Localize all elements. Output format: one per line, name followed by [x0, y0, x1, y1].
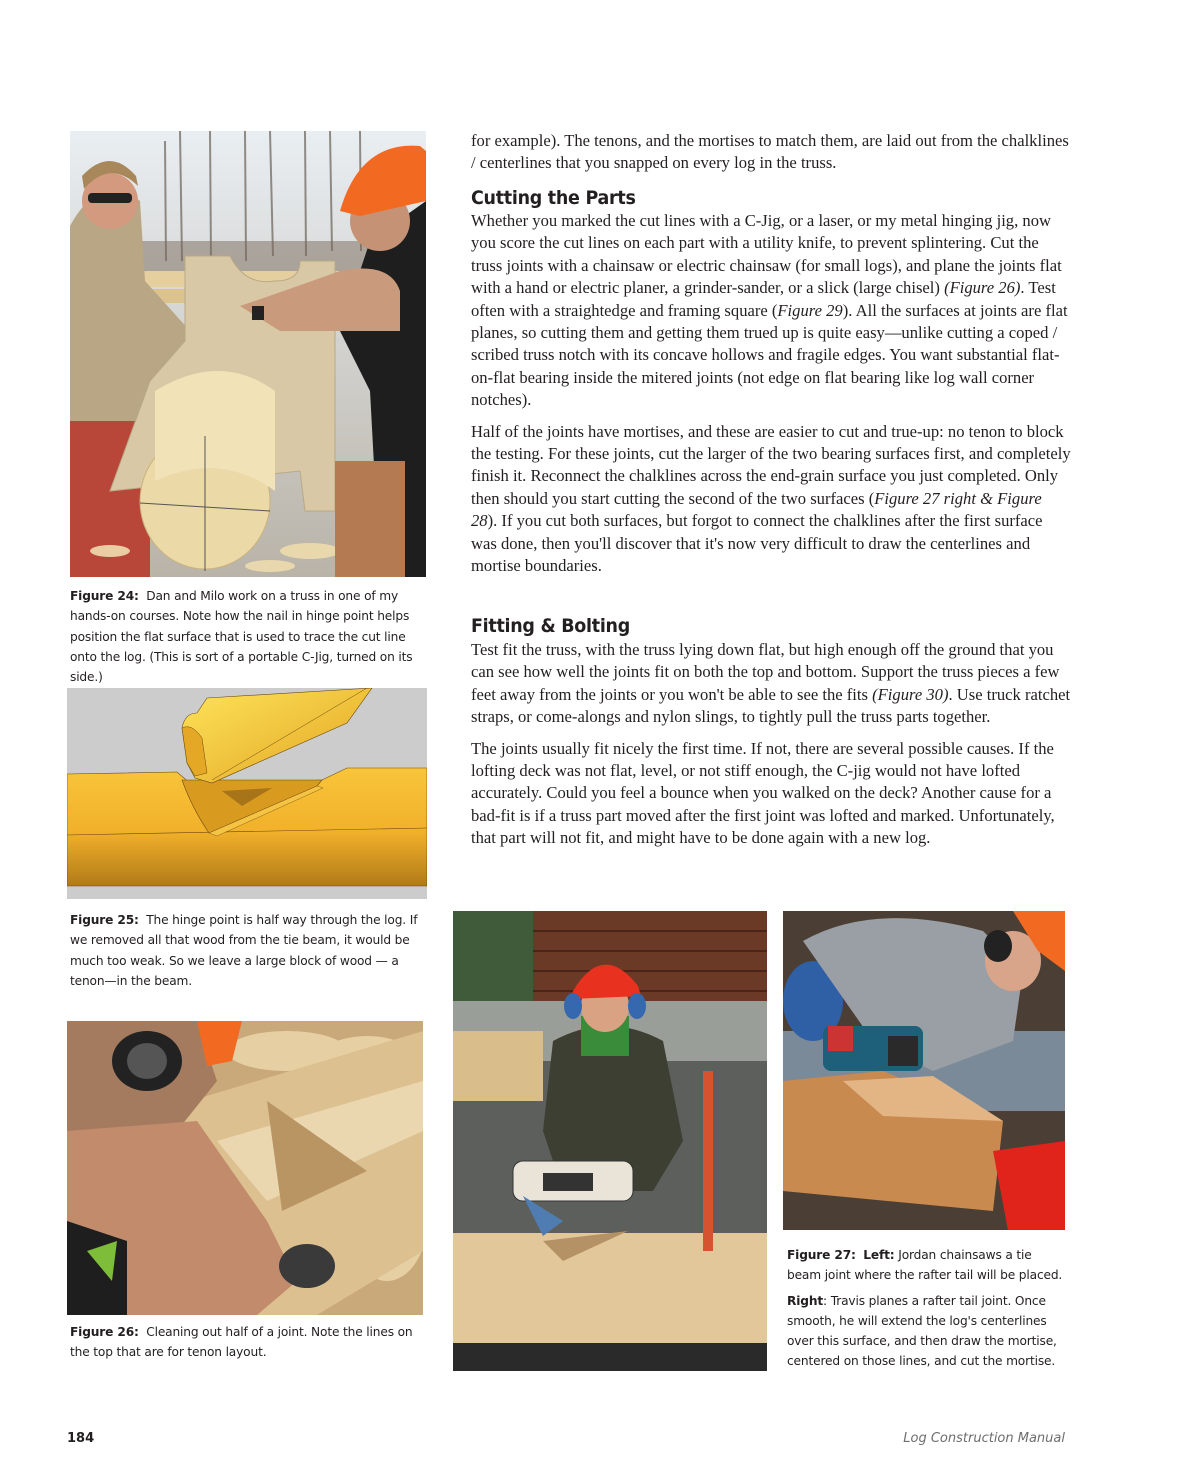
- section-cutting-the-parts: [471, 210, 1071, 578]
- cutting-paragraph-2: [471, 421, 1071, 578]
- figure-30-reference: (Figure 30): [872, 684, 949, 704]
- cutting-p1-text-a: Whether you marked the cut lines with a C-Jig, or a laser, or my metal hinging jig, now you score the cut lines on each part with a utility knife, to prevent splintering. Cut the truss joints with a chainsaw or electric chainsaw (for small logs), and plane the joints flat with a hand or electric planer, a grinder-sander, or a slick (large chisel): [471, 211, 1062, 298]
- figure-25-diagram: [67, 688, 427, 899]
- cutting-p1-text-b: . Test often with a straightedge and framing square (: [471, 278, 1056, 320]
- planer-photo-icon: [783, 911, 1065, 1230]
- fitting-p1-text-b: . Use truck ratchet straps, or come-alongs and nylon slings, to tightly pull the truss parts together.: [471, 684, 1071, 727]
- figure-26-reference: (Figure 26): [944, 278, 1021, 298]
- fitting-paragraph-1: [471, 639, 1071, 729]
- figure-24-label: Figure 24:: [70, 589, 139, 603]
- cutting-p1-text-c: ). All the surfaces at joints are flat planes, so cutting them and getting them trued up is quite easy—unlike cutting a coped / scribed truss notch with its concave hollows and fragile edges. You want substantial flat-on-flat bearing inside the mitered joints (not edge on flat bearing like log wall corner notches).: [471, 300, 1068, 410]
- section-heading-cutting-the-parts: Cutting the Parts: [471, 187, 636, 209]
- figure-25-label: Figure 25:: [70, 913, 139, 927]
- figure-24-caption: [70, 586, 426, 687]
- section-fitting-and-bolting: [471, 639, 1071, 850]
- figure-25-caption: [70, 910, 426, 991]
- figure-27-left-text: Jordan chainsaws a tie beam joint where the rafter tail will be placed.: [787, 1248, 1063, 1283]
- figure-27-caption: [787, 1245, 1067, 1372]
- figure-25-caption-text: The hinge point is half way through the log. If we removed all that wood from the tie beam, it would be much too weak. So we leave a large block of wood — a tenon—in the beam.: [70, 913, 418, 988]
- fitting-p1-text-a: Test fit the truss, with the truss lying down flat, but high enough off the ground that you can see how well the joints fit on both the top and bottom. Support the truss pieces a few feet away from the joints or you won't be able to see the fits: [471, 640, 1060, 704]
- figure-26-label: Figure 26:: [70, 1325, 139, 1339]
- chainsaw-photo-icon: [453, 911, 767, 1371]
- figure-26-photo: [67, 1021, 423, 1315]
- figure-24-caption-text: Dan and Milo work on a truss in one of my hands-on courses. Note how the nail in hinge point helps position the flat surface that is used to trace the cut line onto the log. (This is sort of a portable C-Jig, turned on its side.): [70, 589, 413, 685]
- figure-24-photo: [70, 131, 426, 577]
- intro-paragraph: [471, 130, 1071, 175]
- cutting-p2-text-a: Half of the joints have mortises, and these are easier to cut and true-up: no tenon to block the testing. For these joints, cut the larger of the two bearing surfaces first, and completely finish it. Reconnect the chalklines across the end-grain surface you just completed. Only then should you start cutting the second of the two surfaces (: [471, 421, 1071, 508]
- intro-text: for example). The tenons, and the mortises to match them, are laid out from the chalklines / centerlines that you snapped on every log in the truss.: [471, 131, 1069, 173]
- figure-26-caption-text: Cleaning out half of a joint. Note the lines on the top that are for tenon layout.: [70, 1325, 413, 1360]
- figure-27-right-label: Right: [787, 1293, 824, 1308]
- figure-27-right-text: : Travis planes a rafter tail joint. Once smooth, he will extend the log's centerlines over this surface, and then draw the mortise, centered on those lines, and cut the mortise.: [787, 1293, 1057, 1369]
- cutting-paragraph-1: [471, 210, 1071, 412]
- figure-29-reference: Figure 29: [777, 300, 843, 320]
- log-tenon-diagram-icon: [67, 688, 427, 899]
- section-heading-fitting-and-bolting: Fitting & Bolting: [471, 615, 630, 637]
- running-head: Log Construction Manual: [903, 1431, 1065, 1446]
- figure-27-caption-left: [787, 1245, 1067, 1286]
- figure-27-right-photo: [783, 911, 1065, 1230]
- figure-27-caption-right: [787, 1291, 1067, 1372]
- joint-cleaning-photo-icon: [67, 1021, 423, 1315]
- figure-26-caption: [70, 1322, 426, 1363]
- fitting-paragraph-2: The joints usually fit nicely the first time. If not, there are several possible causes. If the lofting deck was not flat, level, or not stiff enough, the C-jig would not have lofted accurately. Could you feel a bounce when you walked on the deck? Another cause for a bad-fit is if a truss part moved after the first joint was lofted and marked. Unfortunately, that part will not fit, and might have to be done again with a new log.: [471, 738, 1055, 848]
- figure-27-left-photo: [453, 911, 767, 1371]
- figure-27-left-label: Left:: [863, 1248, 895, 1262]
- figure-27-28-reference: Figure 27 right & Figure 28: [471, 488, 1042, 531]
- cutting-p2-text-b: ). If you cut both surfaces, but forgot to connect the chalklines after the first surface was done, then you'll discover that it's now very difficult to draw the centerlines and mortise boundaries.: [471, 511, 1043, 576]
- log-template-photo-icon: [70, 131, 426, 577]
- figure-27-label: Figure 27:: [787, 1248, 856, 1262]
- page-number: 184: [67, 1431, 95, 1446]
